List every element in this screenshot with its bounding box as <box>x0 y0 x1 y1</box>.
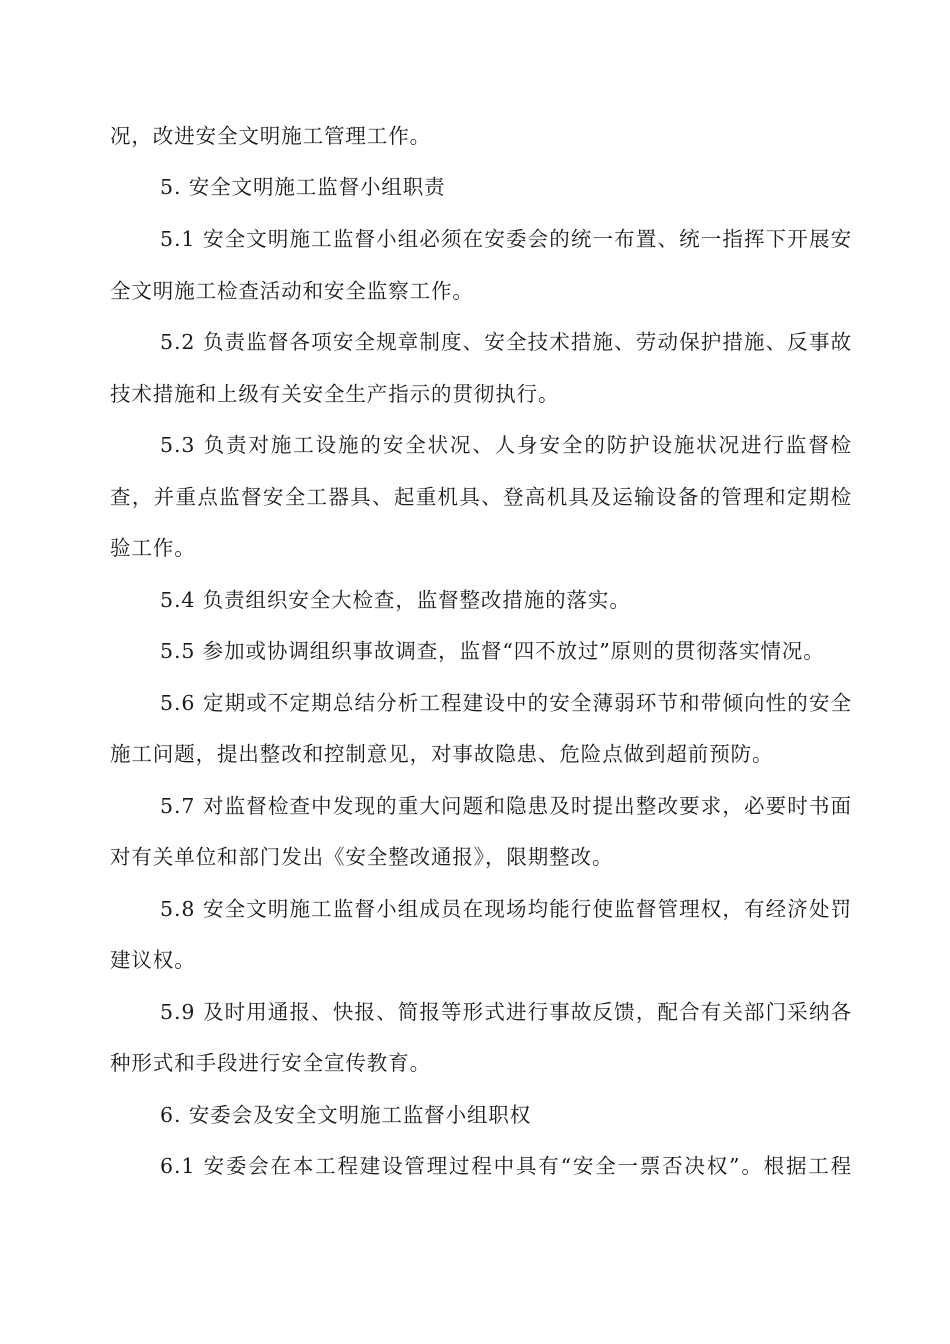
paragraph-line: 5.4 负责组织安全大检查，监督整改措施的落实。 <box>160 588 631 612</box>
section-heading-6: 6. 安委会及安全文明施工监督小组职权 <box>160 1103 532 1127</box>
section-heading-5: 5. 安全文明施工监督小组职责 <box>160 175 446 199</box>
paragraph-line: 全文明施工检查活动和安全监察工作。 <box>110 279 474 303</box>
paragraph-line: 5.1 安全文明施工监督小组必须在安委会的统一布置、统一指挥下开展安 <box>160 227 852 251</box>
paragraph-line: 6.1 安委会在本工程建设管理过程中具有“安全一票否决权”。根据工程 <box>160 1154 852 1178</box>
paragraph-line: 施工问题，提出整改和控制意见，对事故隐患、危险点做到超前预防。 <box>110 742 774 766</box>
paragraph-line: 5.6 定期或不定期总结分析工程建设中的安全薄弱环节和带倾向性的安全 <box>160 691 852 715</box>
paragraph-line: 5.3 负责对施工设施的安全状况、人身安全的防护设施状况进行监督检 <box>160 433 852 457</box>
paragraph-line: 查，并重点监督安全工器具、起重机具、登高机具及运输设备的管理和定期检 <box>110 485 852 509</box>
paragraph-line: 验工作。 <box>110 536 196 560</box>
paragraph-line: 对有关单位和部门发出《安全整改通报》，限期整改。 <box>110 845 614 869</box>
paragraph-line: 建议权。 <box>110 948 196 972</box>
paragraph-line: 5.7 对监督检查中发现的重大问题和隐患及时提出整改要求，必要时书面 <box>160 794 852 818</box>
paragraph-line: 种形式和手段进行安全宣传教育。 <box>110 1051 431 1075</box>
paragraph-line: 5.9 及时用通报、快报、简报等形式进行事故反馈，配合有关部门采纳各 <box>160 1000 852 1024</box>
paragraph-line: 技术措施和上级有关安全生产指示的贯彻执行。 <box>110 382 560 406</box>
paragraph-line: 况，改进安全文明施工管理工作。 <box>110 124 431 148</box>
paragraph-line: 5.2 负责监督各项安全规章制度、安全技术措施、劳动保护措施、反事故 <box>160 330 852 354</box>
paragraph-line: 5.5 参加或协调组织事故调查，监督“四不放过”原则的贯彻落实情况。 <box>160 639 825 663</box>
paragraph-line: 5.8 安全文明施工监督小组成员在现场均能行使监督管理权，有经济处罚 <box>160 897 852 921</box>
